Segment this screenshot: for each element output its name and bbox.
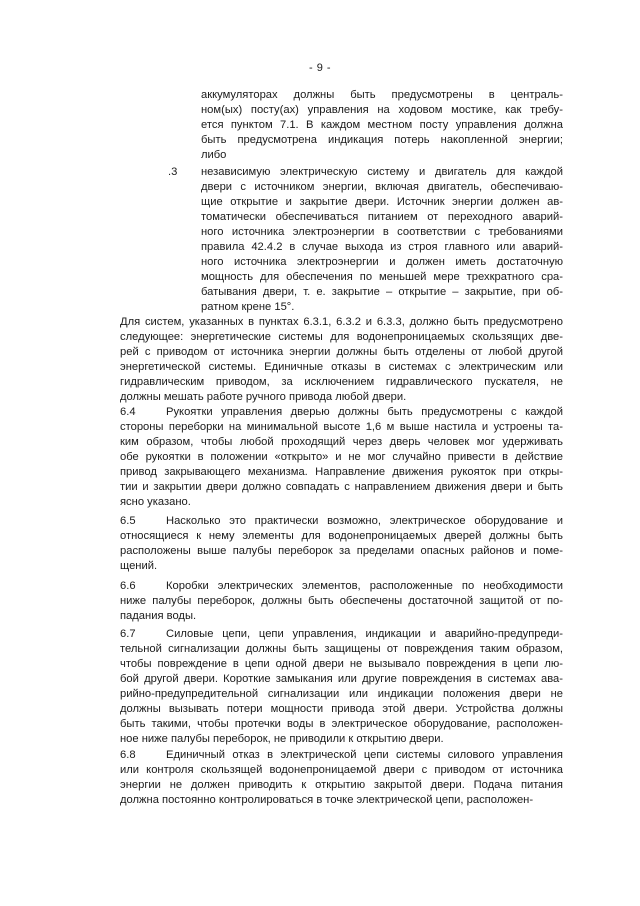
text-line: ясно указано. — [120, 496, 191, 508]
text-line: ется пунктом 7.1. В каждом местном посту управления должна — [201, 119, 563, 131]
text-line: следующее: энергетические системы для водонепроницаемых скользящих две- — [120, 331, 563, 343]
text-line: или контроля скользящей водонепроницаемой двери с приводом от источника — [120, 764, 563, 776]
text-line: Силовые цепи, цепи управления, индикации и аварийно-предупреди- — [166, 628, 563, 640]
text-line: ном(ых) посту(ах) управления на ходовом мостике, как требу- — [201, 104, 563, 116]
text-line: Единичный отказ в электрической цепи системы силового управления — [166, 749, 563, 761]
text-line: бой другой двери. Короткие замыкания или другие повреждения в системах ава- — [120, 673, 563, 685]
text-line: должны мешать работе ручного привода любой двери. — [120, 391, 407, 403]
text-line: быть такими, чтобы протечки воды в электрическое оборудование, расположен- — [120, 718, 563, 730]
text-line: томатически обеспечиваться питанием от переходного аварий- — [201, 211, 563, 223]
page-number: - 9 - — [308, 62, 332, 74]
text-line: Насколько это практически возможно, электрическое оборудование и — [166, 515, 563, 527]
text-line: энергетической системы. Единичные отказы в системах с электрическим или — [120, 361, 563, 373]
section-6-5-text — [120, 514, 563, 574]
text-line: мощность для обеспечения по меньшей мере трехкратного сра- — [201, 271, 563, 283]
text-line: правила 42.4.2 в случае выхода из строя главного или аварий- — [201, 241, 563, 253]
text-line: Коробки электрических элементов, расположенные по необходимости — [166, 580, 563, 592]
text-line: обе рукоятки в положении «открыто» и не мог случайно привести в действие — [120, 451, 563, 463]
text-line: тельной сигнализации должны быть защищены от повреждения таким образом, — [120, 643, 563, 655]
text-line: быть предусмотрена индикация потерь накопленной энергии; — [201, 134, 563, 146]
section-6-6-number: 6.6 — [120, 580, 136, 592]
text-line: падания воды. — [120, 610, 197, 622]
section-6-5-number: 6.5 — [120, 515, 136, 527]
text-line: батывания двери, т. е. закрытие – открытие – закрытие, при об- — [201, 286, 563, 298]
text-line: Рукоятки управления дверью должны быть предусмотрены с каждой — [166, 406, 563, 418]
item-2-continuation — [201, 88, 563, 163]
text-line: ного источника электроэнергии и должен иметь достаточную — [201, 256, 563, 268]
section-6-8-number: 6.8 — [120, 749, 136, 761]
text-line: либо — [201, 149, 227, 161]
text-line: аккумуляторах должны быть предусмотрены в централь- — [201, 89, 563, 101]
text-line: независимую электрическую систему и двигатель для каждой — [201, 166, 563, 178]
systems-paragraph — [120, 315, 563, 405]
text-line: Для систем, указанных в пунктах 6.3.1, 6.3.2 и 6.3.3, должно быть предусмотрено — [120, 316, 563, 328]
text-line: щений. — [120, 560, 158, 572]
section-6-8-text — [120, 748, 563, 808]
text-line: относящиеся к нему элементы для водонепроницаемых дверей должны быть — [120, 530, 563, 542]
text-line: должна постоянно контролироваться в точке электрической цепи, расположен- — [120, 794, 534, 806]
text-line: ного источника электроэнергии в соответствии с требованиями — [201, 226, 563, 238]
text-line: двери с источником энергии, включая двигатель, обеспечиваю- — [201, 181, 563, 193]
text-line: тии и закрытии двери должно совпадать с направлением движения двери и быть — [120, 481, 563, 493]
text-line: ное ниже палубы переборок, не приводили к открытию двери. — [120, 733, 444, 745]
text-line: рей с приводом от источника энергии должны быть отделены от любой другой — [120, 346, 563, 358]
section-6-7-text — [120, 627, 563, 747]
text-line: гидравлическим приводом, за исключением гидравлического пускателя, не — [120, 376, 563, 388]
section-6-4-number: 6.4 — [120, 406, 136, 418]
text-line: энергии не должен приводить к открытию закрытой двери. Подача питания — [120, 779, 563, 791]
text-line: щие открытие и закрытие двери. Источник энергии должен ав- — [201, 196, 563, 208]
text-line: чтобы повреждение в цепи одной двери не вызывало повреждения в цепи лю- — [120, 658, 563, 670]
section-6-7-number: 6.7 — [120, 628, 136, 640]
text-line: расположены выше палубы переборок за пределами опасных районов и поме- — [120, 545, 563, 557]
item-3-text — [201, 165, 563, 315]
section-6-4-text — [120, 405, 563, 510]
text-line: стороны переборки на минимальной высоте 1,6 м выше настила и устроены та- — [120, 421, 563, 433]
text-line: привод закрывающего механизма. Направление движения рукояток при откры- — [120, 466, 563, 478]
section-6-6-text — [120, 579, 563, 624]
text-line: ниже палубы переборок, должны быть обеспечены достаточной защитой от по- — [120, 595, 563, 607]
item-3-number: .3 — [168, 166, 178, 178]
text-line: ким образом, чтобы любой проходящий через дверь человек мог удерживать — [120, 436, 563, 448]
text-line: должны вызывать потери мощности привода этой двери. Устройства должны — [120, 703, 563, 715]
text-line: рийно-предупредительной сигнализации или индикации положения двери не — [120, 688, 563, 700]
text-line: ратном крене 15°. — [201, 301, 295, 313]
